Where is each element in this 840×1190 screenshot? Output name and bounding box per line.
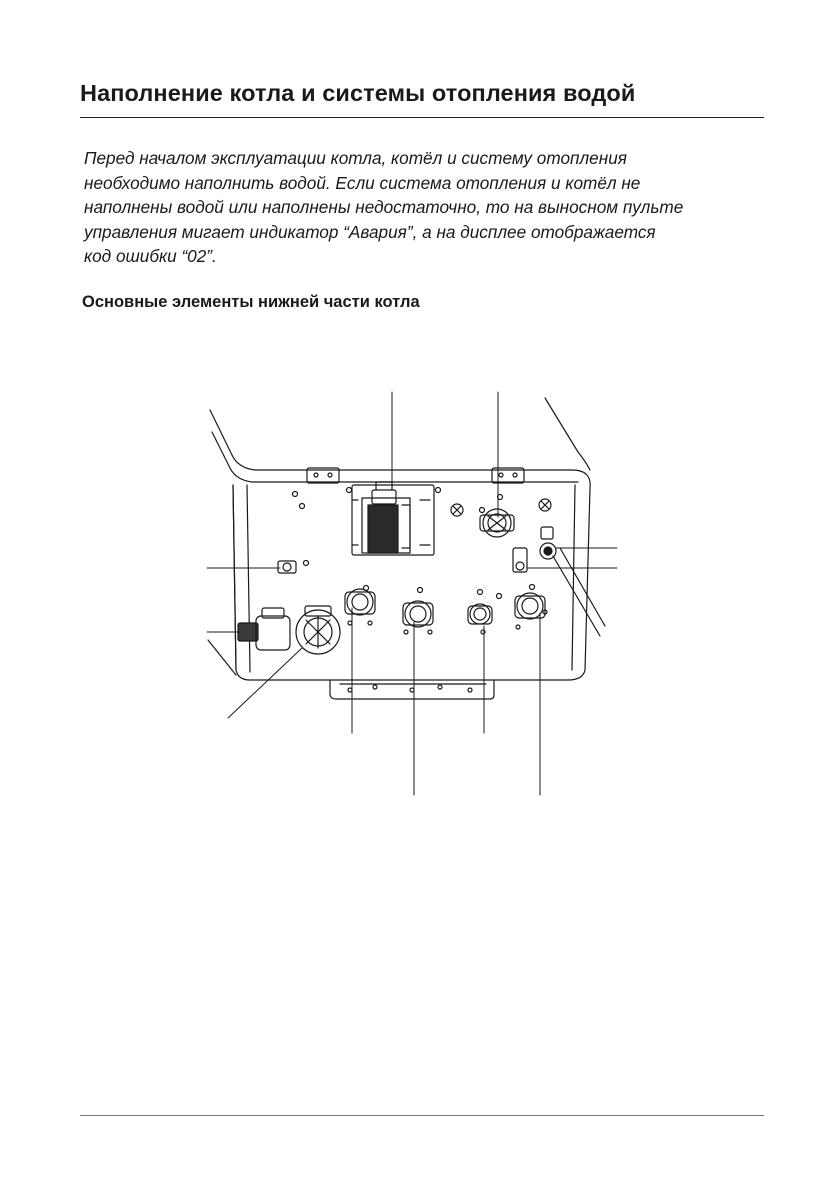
connection-nozzle-2	[403, 601, 433, 634]
intro-line: управления мигает индикатор “Авария”, а на дисплее отображается	[84, 221, 656, 242]
gas-inlet-block	[352, 482, 434, 555]
cross-screw-icon	[451, 499, 551, 516]
small-left-fitting	[278, 561, 296, 573]
boiler-bottom-figure	[0, 380, 840, 810]
side-valve	[513, 527, 605, 636]
intro-line: код ошибки “02”.	[84, 246, 217, 266]
connection-nozzle-1	[345, 589, 375, 625]
page-title: Наполнение котла и системы отопления водой	[80, 80, 636, 106]
section-subtitle: Основные элементы нижней части котла	[82, 293, 420, 311]
callout-leader-lines	[207, 392, 617, 795]
intro-line: наполнены водой или наполнены недостаточно, то на выносном пульте	[84, 197, 684, 217]
intro-line: Перед началом эксплуатации котла, котёл и систему отопления	[84, 148, 627, 168]
upper-right-fitting	[480, 509, 514, 537]
footer-divider	[80, 1115, 764, 1116]
connection-nozzle-3	[468, 604, 492, 634]
bracket-hole	[348, 685, 472, 692]
connection-nozzle-4	[515, 593, 547, 629]
drain-cap	[238, 606, 340, 654]
intro-paragraph	[84, 146, 744, 269]
intro-line: необходимо наполнить водой. Если система отопления и котёл не	[84, 172, 641, 193]
title-divider	[80, 117, 764, 118]
